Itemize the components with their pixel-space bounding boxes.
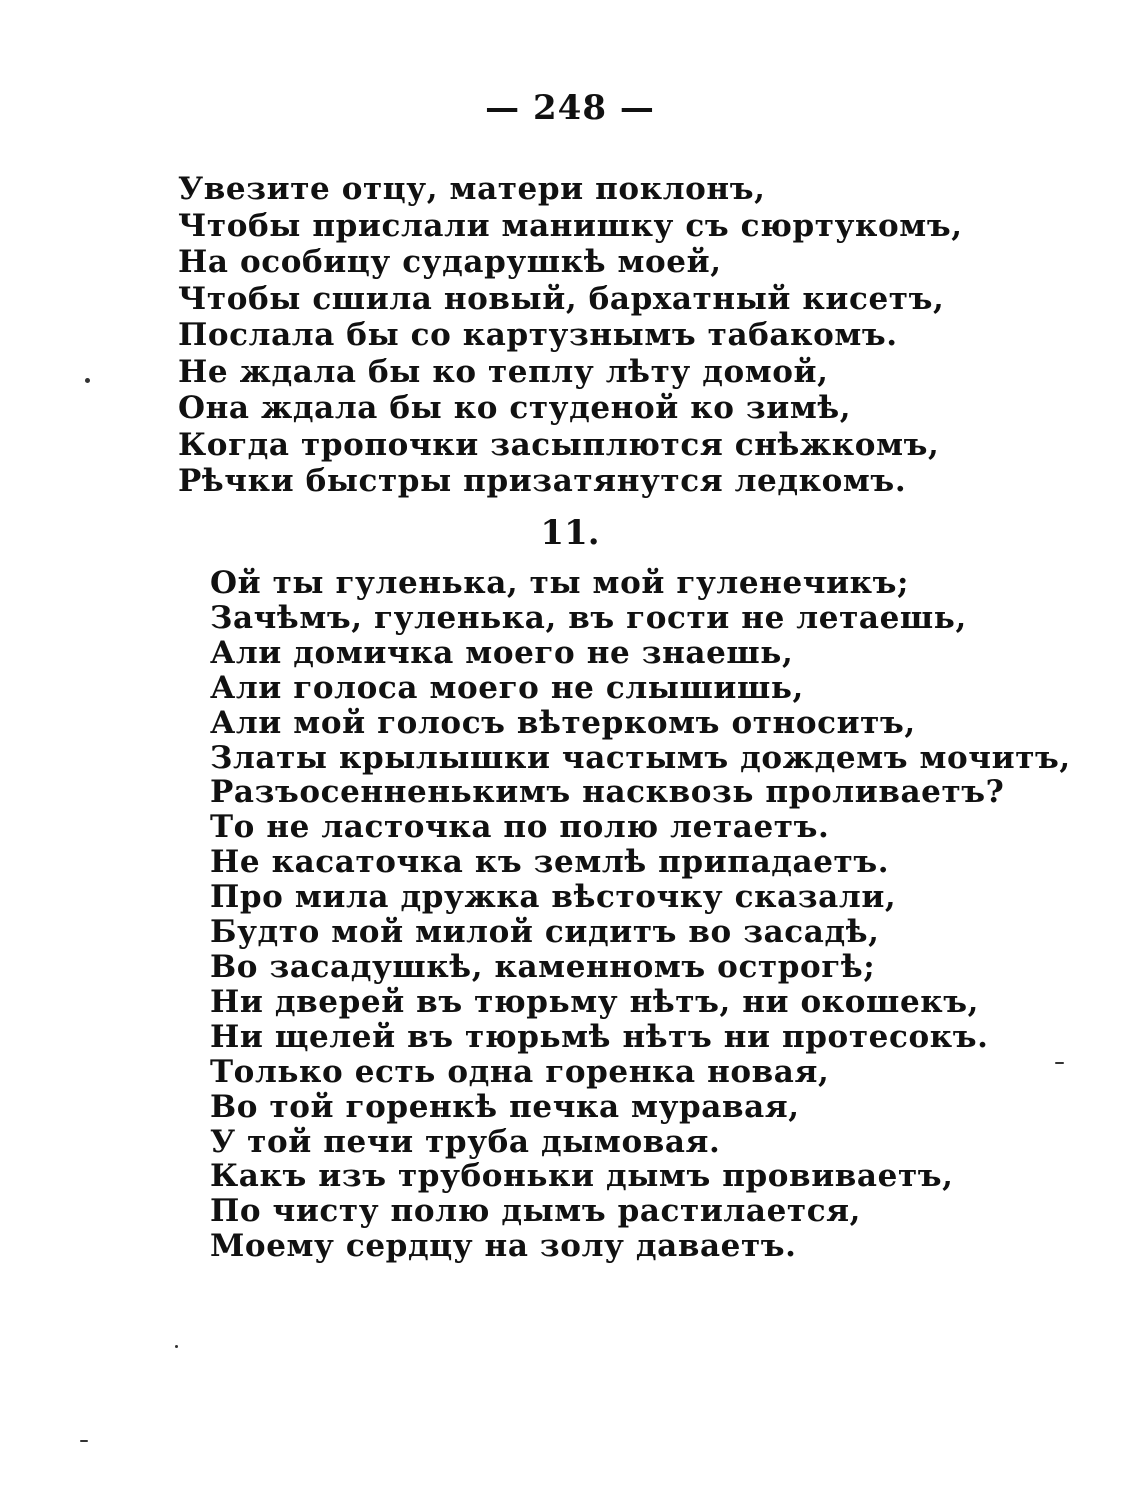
- poem-line: Про мила дружка вѣсточку сказали,: [210, 879, 897, 916]
- poem-stanza: [178, 171, 963, 500]
- poem-line: Моему сердцу на золу даваетъ.: [210, 1228, 797, 1265]
- scan-speck: [1055, 1062, 1064, 1064]
- poem-line: Али мой голосъ вѣтеркомъ относитъ,: [210, 704, 916, 741]
- poem-line: По чисту полю дымъ растилается,: [210, 1193, 862, 1230]
- poem-line: Только есть одна горенка новая,: [210, 1053, 830, 1090]
- poem-line: Чтобы прислали манишку съ сюртукомъ,: [178, 207, 963, 244]
- scan-speck: [175, 1345, 178, 1348]
- poem-line: Али голоса моего не слышишь,: [210, 669, 804, 706]
- poem-line: Ой ты гуленька, ты мой гуленечикъ;: [210, 565, 910, 601]
- scan-speck: [85, 378, 90, 383]
- poem-line: То не ласточка по полю летаетъ.: [210, 809, 830, 846]
- poem-line: Златы крылышки частымъ дождемъ мочитъ,: [210, 739, 1071, 776]
- poem-line: Не касаточка къ землѣ припадаетъ.: [210, 844, 890, 881]
- poem-line: Во засадушкѣ, каменномъ острогѣ;: [210, 948, 876, 985]
- poem-line: Не ждала бы ко теплу лѣту домой,: [178, 353, 829, 390]
- poem-line: Послала бы со картузнымъ табакомъ.: [178, 317, 898, 353]
- poem-line: Какъ изъ трубоньки дымъ провиваетъ,: [210, 1158, 954, 1195]
- poem-line: Когда тропочки засыплются снѣжкомъ,: [178, 426, 940, 463]
- poem-line: Али домичка моего не знаешь,: [210, 634, 794, 671]
- poem-line: У той печи труба дымовая.: [210, 1123, 721, 1160]
- poem-stanza: [210, 566, 1071, 1264]
- section-number: 11.: [540, 513, 600, 553]
- poem-line: Она ждала бы ко студеной ко зимѣ,: [178, 390, 852, 426]
- poem-line: Чтобы сшила новый, бархатный кисетъ,: [178, 280, 945, 317]
- scan-speck: [80, 1440, 88, 1442]
- poem-line: Ни щелей въ тюрьмѣ нѣтъ ни протесокъ.: [210, 1018, 989, 1055]
- poem-line: На особицу сударушкѣ моей,: [178, 244, 722, 280]
- poem-line: Будто мой милой сидитъ во засадѣ,: [210, 914, 880, 951]
- poem-line: Разъосенненькимъ насквозь проливаетъ?: [210, 774, 1005, 811]
- poem-line: Рѣчки быстры призатянутся ледкомъ.: [178, 463, 907, 499]
- page-number: — 248 —: [485, 88, 655, 128]
- poem-line: Зачѣмъ, гуленька, въ гости не летаешь,: [210, 599, 967, 636]
- poem-line: Ни дверей въ тюрьму нѣтъ, ни окошекъ,: [210, 983, 980, 1020]
- poem-line: Во той горенкѣ печка муравая,: [210, 1088, 800, 1125]
- poem-line: Увезите отцу, матери поклонъ,: [178, 171, 766, 207]
